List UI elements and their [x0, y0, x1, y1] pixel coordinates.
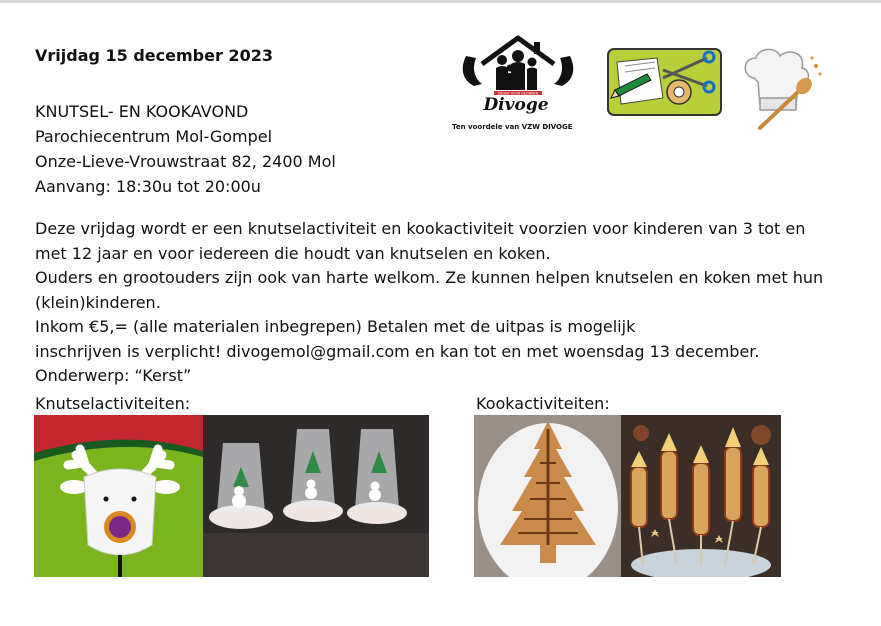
description-line: (klein)kinderen. — [35, 292, 161, 312]
cook-section-label: Kookactiviteiten: — [476, 394, 610, 413]
snowglobe-cups-photo — [203, 415, 429, 577]
price-line: Inkom €5,= (alle materialen inbegrepen) Betalen met de uitpas is mogelijk — [35, 317, 636, 336]
logo-small-text: DIENST VOOR GEZINNEN — [498, 91, 538, 96]
event-date: Vrijdag 15 december 2023 — [35, 46, 273, 65]
craft-section-label: Knutselactiviteiten: — [35, 394, 191, 413]
family-house-hands-icon — [458, 34, 578, 134]
pastry-tree-photo — [474, 415, 621, 577]
logo-caption: Ten voordele van VZW DIVOGE — [452, 123, 573, 131]
event-description — [35, 217, 823, 389]
topic-line: Onderwerp: “Kerst” — [35, 366, 192, 385]
sausage-rockets-photo — [621, 415, 781, 577]
logo-wordmark: Divoge — [483, 95, 549, 115]
reindeer-craft-photo — [34, 415, 203, 577]
event-details — [35, 99, 336, 199]
description-line: met 12 jaar en voor iedereen die houdt van knutselen en koken. — [35, 243, 551, 263]
event-title: KNUTSEL- EN KOOKAVOND — [35, 102, 249, 121]
event-venue: Parochiecentrum Mol-Gompel — [35, 127, 273, 146]
scissors-pencil-tape-icon — [607, 48, 722, 116]
registration-line: inschrijven is verplicht! divogemol@gmail.com en kan tot en met woensdag 13 december. — [35, 341, 760, 361]
chef-hat-spoon-icon — [736, 44, 826, 132]
event-time: Aanvang: 18:30u tot 20:00u — [35, 177, 261, 196]
event-address: Onze-Lieve-Vrouwstraat 82, 2400 Mol — [35, 152, 336, 171]
top-border — [0, 0, 881, 3]
description-line: Ouders en grootouders zijn ook van harte welkom. Ze kunnen helpen knutselen en koken met hun — [35, 268, 824, 287]
description-line: Deze vrijdag wordt er een knutselactiviteit en kookactiviteit voorzien voor kinderen van 3 tot en — [35, 219, 806, 238]
